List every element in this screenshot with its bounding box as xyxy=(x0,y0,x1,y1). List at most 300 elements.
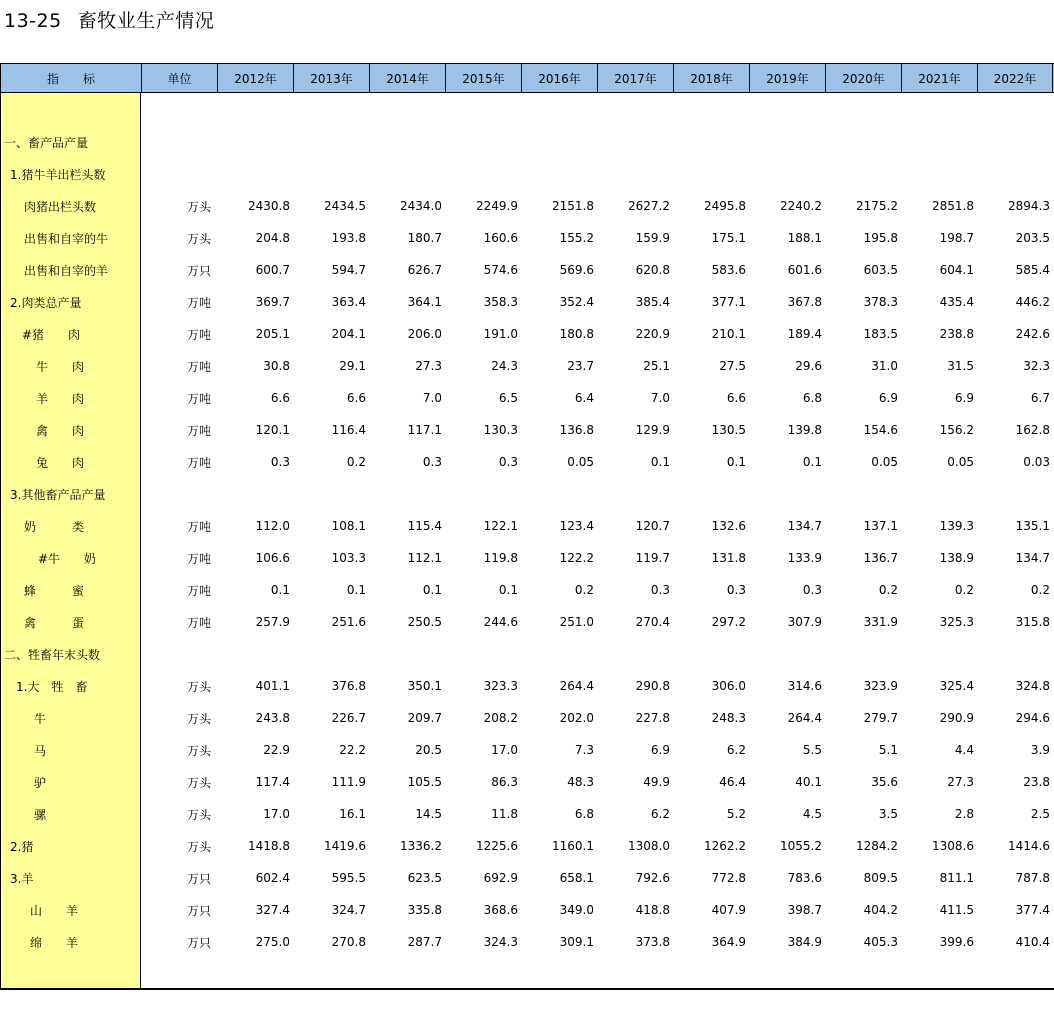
row-value: 692.9 xyxy=(483,871,518,885)
row-unit: 万头 xyxy=(187,199,212,214)
row-unit: 万只 xyxy=(187,935,212,950)
row-value: 811.1 xyxy=(939,871,974,885)
row-value: 787.8 xyxy=(1015,871,1050,885)
row-label-text: 绵 羊 xyxy=(30,935,79,950)
row-value: 373.8 xyxy=(635,935,670,949)
row-value: 6.8 xyxy=(574,807,594,821)
header-year: 2014年 xyxy=(369,64,445,92)
row-unit: 万头 xyxy=(187,807,212,822)
row-value: 119.7 xyxy=(635,551,670,565)
row-unit: 万只 xyxy=(187,871,212,886)
row-label xyxy=(0,422,141,439)
table-row xyxy=(0,894,1054,926)
row-value: 180.7 xyxy=(407,231,442,245)
row-value: 0.03 xyxy=(1023,455,1050,469)
row-value: 315.8 xyxy=(1015,615,1050,629)
row-value: 792.6 xyxy=(635,871,670,885)
header-year: 2013年 xyxy=(293,64,369,92)
row-value: 369.7 xyxy=(255,295,290,309)
row-label-text: 1.大 牲 畜 xyxy=(16,679,88,694)
row-label xyxy=(0,710,141,727)
row-value: 7.3 xyxy=(574,743,594,757)
row-value: 0.3 xyxy=(270,455,290,469)
row-value: 307.9 xyxy=(787,615,822,629)
row-label-text: 1.猪牛羊出栏头数 xyxy=(10,167,106,182)
table-bottom-rule xyxy=(0,988,1054,990)
table-row xyxy=(0,606,1054,638)
header-year: 2016年 xyxy=(521,64,597,92)
row-value: 323.9 xyxy=(863,679,898,693)
row-label-text: 2.猪 xyxy=(10,839,34,854)
row-label xyxy=(0,774,141,791)
table-row xyxy=(0,478,1054,510)
row-value: 270.8 xyxy=(331,935,366,949)
row-value: 160.6 xyxy=(483,231,518,245)
table-row xyxy=(0,862,1054,894)
table-row xyxy=(0,510,1054,542)
row-unit: 万吨 xyxy=(187,551,212,566)
row-value: 6.5 xyxy=(498,391,518,405)
header-year: 2017年 xyxy=(597,64,673,92)
row-value: 3.9 xyxy=(1030,743,1050,757)
row-value: 6.9 xyxy=(878,391,898,405)
row-value: 0.1 xyxy=(422,583,442,597)
table-row xyxy=(0,926,1054,958)
row-value: 29.1 xyxy=(339,359,366,373)
row-value: 123.4 xyxy=(559,519,594,533)
row-value: 129.9 xyxy=(635,423,670,437)
row-value: 122.2 xyxy=(559,551,594,565)
row-label xyxy=(0,262,141,279)
row-label-text: 二、牲畜年末头数 xyxy=(4,647,101,662)
table-row xyxy=(0,190,1054,222)
row-value: 0.05 xyxy=(871,455,898,469)
header-year: 2012年 xyxy=(217,64,293,92)
row-label xyxy=(0,358,141,375)
table-row xyxy=(0,798,1054,830)
table-row xyxy=(0,350,1054,382)
row-label-text: 羊 肉 xyxy=(36,391,85,406)
row-unit: 万吨 xyxy=(187,615,212,630)
row-label xyxy=(0,294,141,311)
row-value: 2249.9 xyxy=(476,199,518,213)
row-value: 595.5 xyxy=(331,871,366,885)
row-value: 3.5 xyxy=(878,807,898,821)
row-value: 248.3 xyxy=(711,711,746,725)
row-value: 335.8 xyxy=(407,903,442,917)
row-value: 112.0 xyxy=(255,519,290,533)
row-value: 6.7 xyxy=(1030,391,1050,405)
row-value: 279.7 xyxy=(863,711,898,725)
row-unit: 万吨 xyxy=(187,359,212,374)
row-value: 324.8 xyxy=(1015,679,1050,693)
row-value: 120.1 xyxy=(255,423,290,437)
row-value: 17.0 xyxy=(263,807,290,821)
row-value: 0.2 xyxy=(1030,583,1050,597)
row-unit: 万只 xyxy=(187,263,212,278)
row-value: 297.2 xyxy=(711,615,746,629)
row-value: 159.9 xyxy=(635,231,670,245)
row-value: 31.0 xyxy=(871,359,898,373)
row-value: 139.8 xyxy=(787,423,822,437)
row-value: 251.0 xyxy=(559,615,594,629)
row-value: 401.1 xyxy=(255,679,290,693)
header-year: 2015年 xyxy=(445,64,521,92)
row-label-text: 3.羊 xyxy=(10,871,34,886)
row-label-text: 骡 xyxy=(34,807,47,822)
row-label xyxy=(0,934,141,951)
row-value: 324.7 xyxy=(331,903,366,917)
row-value: 135.1 xyxy=(1015,519,1050,533)
row-value: 131.8 xyxy=(711,551,746,565)
row-value: 410.4 xyxy=(1015,935,1050,949)
row-value: 2175.2 xyxy=(856,199,898,213)
table-header xyxy=(0,63,1054,93)
row-value: 139.3 xyxy=(939,519,974,533)
row-value: 132.6 xyxy=(711,519,746,533)
row-value: 364.9 xyxy=(711,935,746,949)
table-row xyxy=(0,830,1054,862)
table-row xyxy=(0,702,1054,734)
row-value: 601.6 xyxy=(787,263,822,277)
row-value: 6.4 xyxy=(574,391,594,405)
row-value: 384.9 xyxy=(787,935,822,949)
row-value: 32.3 xyxy=(1023,359,1050,373)
row-value: 405.3 xyxy=(863,935,898,949)
row-label xyxy=(0,454,141,471)
row-value: 626.7 xyxy=(407,263,442,277)
row-value: 257.9 xyxy=(255,615,290,629)
row-label-text: 牛 肉 xyxy=(36,359,85,374)
row-value: 4.5 xyxy=(802,807,822,821)
row-value: 195.8 xyxy=(863,231,898,245)
row-value: 377.4 xyxy=(1015,903,1050,917)
row-value: 363.4 xyxy=(331,295,366,309)
row-value: 209.7 xyxy=(407,711,442,725)
row-value: 188.1 xyxy=(787,231,822,245)
table-row xyxy=(0,574,1054,606)
table-row xyxy=(0,446,1054,478)
row-value: 105.5 xyxy=(407,775,442,789)
row-value: 136.7 xyxy=(863,551,898,565)
row-label xyxy=(0,134,141,151)
row-value: 112.1 xyxy=(407,551,442,565)
row-value: 352.4 xyxy=(559,295,594,309)
row-unit: 万吨 xyxy=(187,583,212,598)
row-value: 602.4 xyxy=(255,871,290,885)
row-value: 2.8 xyxy=(954,807,974,821)
table-row xyxy=(0,542,1054,574)
row-value: 156.2 xyxy=(939,423,974,437)
row-value: 306.0 xyxy=(711,679,746,693)
row-value: 14.5 xyxy=(415,807,442,821)
row-label-text: 马 xyxy=(34,743,47,758)
row-value: 350.1 xyxy=(407,679,442,693)
row-value: 119.8 xyxy=(483,551,518,565)
row-value: 117.4 xyxy=(255,775,290,789)
row-value: 5.1 xyxy=(878,743,898,757)
table-row xyxy=(0,318,1054,350)
row-value: 1160.1 xyxy=(552,839,594,853)
table-row xyxy=(0,414,1054,446)
row-value: 183.5 xyxy=(863,327,898,341)
row-value: 11.8 xyxy=(491,807,518,821)
row-value: 48.3 xyxy=(567,775,594,789)
row-value: 385.4 xyxy=(635,295,670,309)
row-value: 2.5 xyxy=(1030,807,1050,821)
row-value: 2434.0 xyxy=(400,199,442,213)
row-label xyxy=(0,550,141,567)
row-value: 6.9 xyxy=(650,743,670,757)
table-row xyxy=(0,382,1054,414)
row-value: 0.1 xyxy=(726,455,746,469)
row-value: 0.2 xyxy=(346,455,366,469)
row-value: 122.1 xyxy=(483,519,518,533)
row-value: 594.7 xyxy=(331,263,366,277)
row-value: 23.7 xyxy=(567,359,594,373)
row-label-text: 驴 xyxy=(34,775,47,790)
row-value: 376.8 xyxy=(331,679,366,693)
row-value: 2434.5 xyxy=(324,199,366,213)
row-value: 242.6 xyxy=(1015,327,1050,341)
row-value: 2495.8 xyxy=(704,199,746,213)
row-value: 226.7 xyxy=(331,711,366,725)
row-value: 189.4 xyxy=(787,327,822,341)
row-value: 154.6 xyxy=(863,423,898,437)
row-unit: 万头 xyxy=(187,839,212,854)
row-value: 1308.6 xyxy=(932,839,974,853)
header-year: 2020年 xyxy=(825,64,901,92)
row-value: 290.8 xyxy=(635,679,670,693)
row-value: 0.05 xyxy=(947,455,974,469)
row-label-text: 山 羊 xyxy=(30,903,79,918)
row-value: 22.2 xyxy=(339,743,366,757)
row-label xyxy=(0,198,141,215)
row-value: 24.3 xyxy=(491,359,518,373)
row-value: 783.6 xyxy=(787,871,822,885)
row-value: 364.1 xyxy=(407,295,442,309)
row-label-text: 一、畜产品产量 xyxy=(4,135,89,150)
row-value: 0.3 xyxy=(650,583,670,597)
row-label xyxy=(0,646,141,663)
row-label-text: 肉猪出栏头数 xyxy=(24,199,97,214)
row-value: 0.1 xyxy=(270,583,290,597)
row-value: 17.0 xyxy=(491,743,518,757)
row-value: 407.9 xyxy=(711,903,746,917)
row-value: 358.3 xyxy=(483,295,518,309)
row-value: 204.1 xyxy=(331,327,366,341)
row-label-text: 3.其他畜产品产量 xyxy=(10,487,106,502)
row-label-text: #牛 奶 xyxy=(38,551,97,566)
row-value: 2430.8 xyxy=(248,199,290,213)
row-value: 133.9 xyxy=(787,551,822,565)
row-value: 585.4 xyxy=(1015,263,1050,277)
row-value: 250.5 xyxy=(407,615,442,629)
row-value: 180.8 xyxy=(559,327,594,341)
row-value: 324.3 xyxy=(483,935,518,949)
row-value: 772.8 xyxy=(711,871,746,885)
row-value: 206.0 xyxy=(407,327,442,341)
row-value: 155.2 xyxy=(559,231,594,245)
row-value: 30.8 xyxy=(263,359,290,373)
row-label-text: 出售和自宰的羊 xyxy=(24,263,109,278)
row-value: 4.4 xyxy=(954,743,974,757)
row-value: 7.0 xyxy=(422,391,442,405)
row-label xyxy=(0,230,141,247)
row-value: 136.8 xyxy=(559,423,594,437)
row-value: 264.4 xyxy=(559,679,594,693)
row-value: 103.3 xyxy=(331,551,366,565)
table-body xyxy=(0,93,1054,989)
row-value: 1336.2 xyxy=(400,839,442,853)
row-value: 325.4 xyxy=(939,679,974,693)
header-year: 2019年 xyxy=(749,64,825,92)
row-value: 120.7 xyxy=(635,519,670,533)
row-label-text: 兔 肉 xyxy=(36,455,85,470)
row-value: 6.6 xyxy=(346,391,366,405)
row-value: 198.7 xyxy=(939,231,974,245)
row-value: 162.8 xyxy=(1015,423,1050,437)
row-label xyxy=(0,390,141,407)
row-value: 6.9 xyxy=(954,391,974,405)
row-unit: 万吨 xyxy=(187,519,212,534)
row-value: 623.5 xyxy=(407,871,442,885)
row-value: 446.2 xyxy=(1015,295,1050,309)
row-value: 193.8 xyxy=(331,231,366,245)
row-value: 314.6 xyxy=(787,679,822,693)
row-value: 2894.3 xyxy=(1008,199,1050,213)
row-value: 1414.6 xyxy=(1008,839,1050,853)
row-value: 2851.8 xyxy=(932,199,974,213)
row-value: 27.3 xyxy=(947,775,974,789)
row-value: 1262.2 xyxy=(704,839,746,853)
row-value: 1418.8 xyxy=(248,839,290,853)
row-value: 574.6 xyxy=(483,263,518,277)
row-label xyxy=(0,326,141,343)
row-value: 0.1 xyxy=(650,455,670,469)
row-value: 137.1 xyxy=(863,519,898,533)
table-row xyxy=(0,670,1054,702)
row-value: 0.1 xyxy=(802,455,822,469)
row-value: 600.7 xyxy=(255,263,290,277)
row-value: 238.8 xyxy=(939,327,974,341)
row-label-text: 奶 类 xyxy=(24,519,85,534)
row-value: 130.5 xyxy=(711,423,746,437)
row-value: 6.2 xyxy=(726,743,746,757)
row-label xyxy=(0,486,141,503)
row-label xyxy=(0,678,141,695)
row-value: 191.0 xyxy=(483,327,518,341)
row-value: 86.3 xyxy=(491,775,518,789)
row-value: 404.2 xyxy=(863,903,898,917)
row-value: 418.8 xyxy=(635,903,670,917)
row-value: 6.2 xyxy=(650,807,670,821)
page-title xyxy=(4,6,214,33)
row-label-text: 蜂 蜜 xyxy=(24,583,85,598)
row-label-text: 牛 xyxy=(34,711,47,726)
row-unit: 万头 xyxy=(187,775,212,790)
row-value: 583.6 xyxy=(711,263,746,277)
row-value: 377.1 xyxy=(711,295,746,309)
row-value: 175.1 xyxy=(711,231,746,245)
table-row xyxy=(0,734,1054,766)
row-value: 378.3 xyxy=(863,295,898,309)
row-value: 0.3 xyxy=(498,455,518,469)
row-value: 294.6 xyxy=(1015,711,1050,725)
row-value: 203.5 xyxy=(1015,231,1050,245)
row-value: 0.3 xyxy=(726,583,746,597)
row-value: 25.1 xyxy=(643,359,670,373)
row-value: 0.05 xyxy=(567,455,594,469)
row-value: 130.3 xyxy=(483,423,518,437)
row-value: 227.8 xyxy=(635,711,670,725)
row-value: 603.5 xyxy=(863,263,898,277)
row-value: 1225.6 xyxy=(476,839,518,853)
row-unit: 万头 xyxy=(187,711,212,726)
row-value: 2151.8 xyxy=(552,199,594,213)
row-value: 0.2 xyxy=(954,583,974,597)
row-value: 204.8 xyxy=(255,231,290,245)
row-value: 29.6 xyxy=(795,359,822,373)
row-value: 1284.2 xyxy=(856,839,898,853)
row-value: 604.1 xyxy=(939,263,974,277)
header-year: 2021年 xyxy=(901,64,977,92)
row-value: 0.3 xyxy=(802,583,822,597)
row-value: 658.1 xyxy=(559,871,594,885)
row-value: 22.9 xyxy=(263,743,290,757)
row-label xyxy=(0,870,141,887)
row-label xyxy=(0,518,141,535)
row-value: 368.6 xyxy=(483,903,518,917)
row-value: 331.9 xyxy=(863,615,898,629)
row-value: 35.6 xyxy=(871,775,898,789)
row-value: 251.6 xyxy=(331,615,366,629)
row-value: 23.8 xyxy=(1023,775,1050,789)
row-unit: 万头 xyxy=(187,743,212,758)
table-title: 畜牧业生产情况 xyxy=(77,10,215,32)
table-row xyxy=(0,126,1054,158)
row-value: 309.1 xyxy=(559,935,594,949)
table-row xyxy=(0,638,1054,670)
row-label xyxy=(0,166,141,183)
row-label-text: 出售和自宰的牛 xyxy=(24,231,109,246)
row-value: 6.6 xyxy=(726,391,746,405)
row-value: 20.5 xyxy=(415,743,442,757)
row-value: 138.9 xyxy=(939,551,974,565)
table-row xyxy=(0,766,1054,798)
row-value: 134.7 xyxy=(787,519,822,533)
row-value: 134.7 xyxy=(1015,551,1050,565)
table-number: 13-25 xyxy=(4,10,62,32)
row-label-text: 2.肉类总产量 xyxy=(10,295,82,310)
row-value: 399.6 xyxy=(939,935,974,949)
row-value: 27.3 xyxy=(415,359,442,373)
row-value: 208.2 xyxy=(483,711,518,725)
row-value: 108.1 xyxy=(331,519,366,533)
row-value: 5.2 xyxy=(726,807,746,821)
row-value: 435.4 xyxy=(939,295,974,309)
row-value: 210.1 xyxy=(711,327,746,341)
row-label-text: #猪 肉 xyxy=(22,327,81,342)
row-label xyxy=(0,902,141,919)
header-unit: 单位 xyxy=(141,64,217,92)
row-value: 46.4 xyxy=(719,775,746,789)
row-value: 323.3 xyxy=(483,679,518,693)
row-value: 7.0 xyxy=(650,391,670,405)
row-value: 270.4 xyxy=(635,615,670,629)
row-value: 398.7 xyxy=(787,903,822,917)
row-value: 106.6 xyxy=(255,551,290,565)
